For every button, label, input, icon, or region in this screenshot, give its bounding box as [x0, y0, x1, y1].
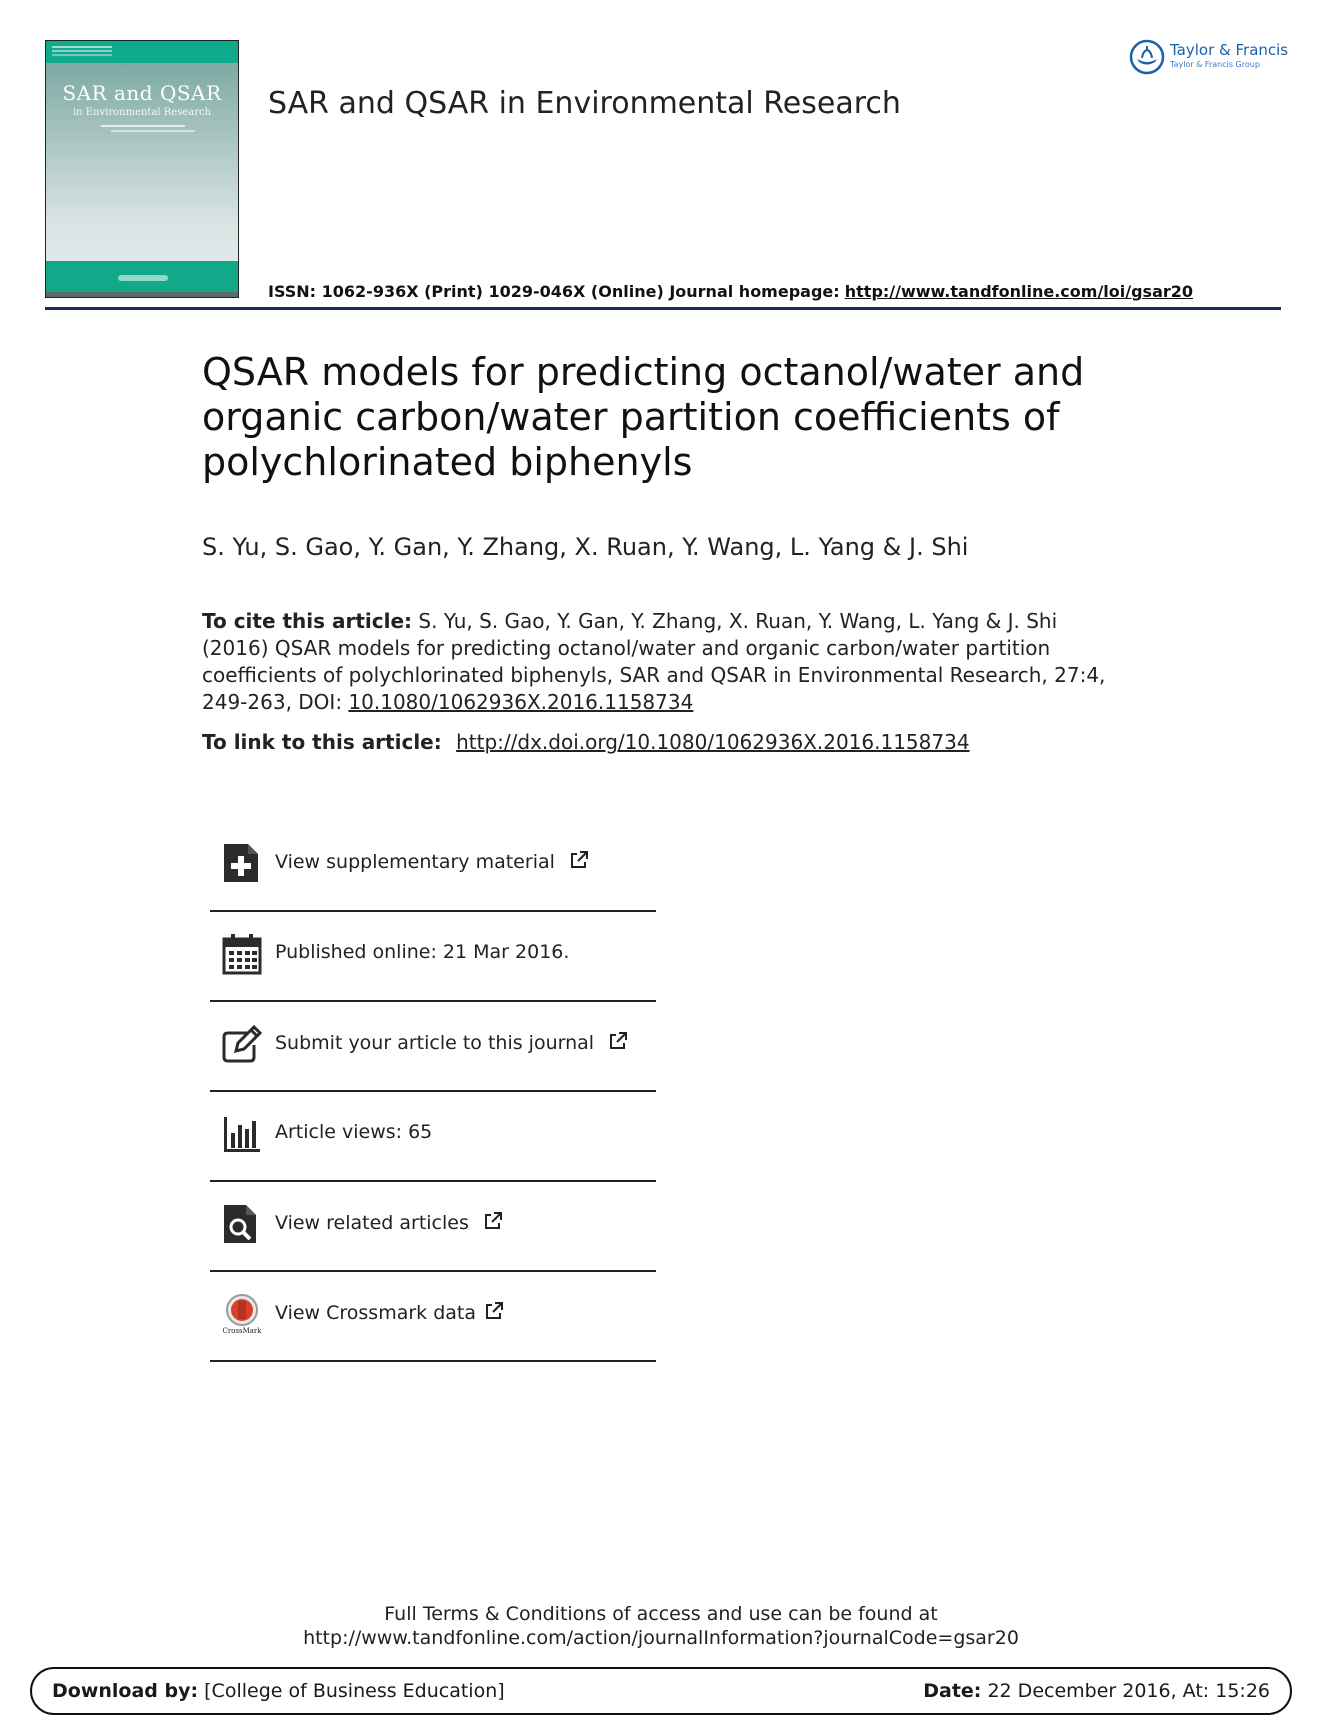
header-divider	[45, 307, 1281, 310]
crossmark-icon	[222, 1293, 262, 1335]
publisher-group: Taylor & Francis Group	[1170, 60, 1260, 69]
info-row-related[interactable]	[210, 1181, 656, 1271]
download-date	[923, 1680, 1270, 1702]
download-by	[52, 1680, 505, 1702]
download-info-bar	[30, 1667, 1292, 1715]
external-link-icon	[608, 1031, 628, 1051]
download-label: Download by:	[52, 1680, 199, 1702]
cover-decoration	[101, 125, 185, 127]
info-label: Published online: 21 Mar 2016.	[275, 941, 570, 963]
publisher-name: Taylor & Francis	[1170, 41, 1289, 59]
external-link-icon	[569, 850, 589, 870]
date-value: 22 December 2016, At: 15:26	[987, 1680, 1270, 1702]
issn-line	[268, 282, 1193, 301]
article-doi-link[interactable]: http://dx.doi.org/10.1080/1062936X.2016.1158734	[456, 730, 970, 754]
crossmark-caption: CrossMark	[222, 1327, 262, 1335]
article-title: QSAR models for predicting octanol/water and organic carbon/water partition coefficients of polychlorinated biphenyls	[202, 350, 1085, 484]
date-label: Date:	[923, 1680, 982, 1702]
terms-line-1: Full Terms & Conditions of access and use can be found at	[384, 1603, 938, 1625]
info-label: View supplementary material	[275, 851, 555, 873]
journal-cover-image[interactable]	[45, 40, 239, 298]
link-label: To link to this article:	[202, 730, 442, 754]
terms-notice	[0, 1602, 1322, 1650]
terms-url[interactable]: http://www.tandfonline.com/action/journalInformation?journalCode=gsar20	[303, 1627, 1019, 1649]
info-row-crossmark[interactable]	[210, 1271, 656, 1361]
info-row-views	[210, 1091, 656, 1181]
article-link-block	[202, 730, 970, 754]
file-plus-icon	[222, 842, 262, 884]
edit-icon	[222, 1023, 262, 1065]
article-authors: S. Yu, S. Gao, Y. Gan, Y. Zhang, X. Ruan, Y. Wang, L. Yang & J. Shi	[202, 533, 969, 561]
info-label: View related articles	[275, 1212, 469, 1234]
publisher-logo-icon	[1128, 38, 1166, 76]
publisher-logo[interactable]	[1128, 38, 1289, 78]
search-file-icon	[222, 1203, 262, 1245]
info-label: Article views: 65	[275, 1121, 433, 1143]
issn-text: ISSN: 1062-936X (Print) 1029-046X (Online) Journal homepage:	[268, 282, 840, 301]
info-row-submit[interactable]	[210, 1001, 656, 1091]
bar-chart-icon	[222, 1113, 262, 1155]
calendar-icon	[222, 933, 262, 975]
cite-doi-link[interactable]: 10.1080/1062936X.2016.1158734	[348, 690, 694, 714]
external-link-icon	[484, 1301, 504, 1321]
journal-name: SAR and QSAR in Environmental Research	[268, 86, 901, 121]
info-label: View Crossmark data	[275, 1302, 477, 1324]
cover-strip	[46, 292, 238, 297]
info-row-supplementary[interactable]	[210, 820, 656, 910]
cover-subtitle: in Environmental Research	[72, 107, 212, 118]
cite-label: To cite this article:	[202, 609, 413, 633]
info-divider	[210, 1360, 656, 1362]
journal-homepage-link[interactable]: http://www.tandfonline.com/loi/gsar20	[844, 282, 1194, 301]
citation-block	[202, 608, 1112, 716]
external-link-icon	[483, 1211, 503, 1231]
download-value: [College of Business Education]	[204, 1680, 505, 1702]
info-label: Submit your article to this journal	[275, 1032, 595, 1054]
cover-title: SAR and QSAR	[62, 81, 222, 105]
cover-top-band	[46, 41, 238, 63]
info-row-published	[210, 911, 656, 1001]
cite-text: S. Yu, S. Gao, Y. Gan, Y. Zhang, X. Ruan, Y. Wang, L. Yang & J. Shi (2016) QSAR models for predicting octanol/water and organic carbon/water partition coefficients of polychlorinated biphenyls, SAR and QSAR in Environmental Research, 27:4, 249-263, DOI:	[202, 609, 1106, 714]
